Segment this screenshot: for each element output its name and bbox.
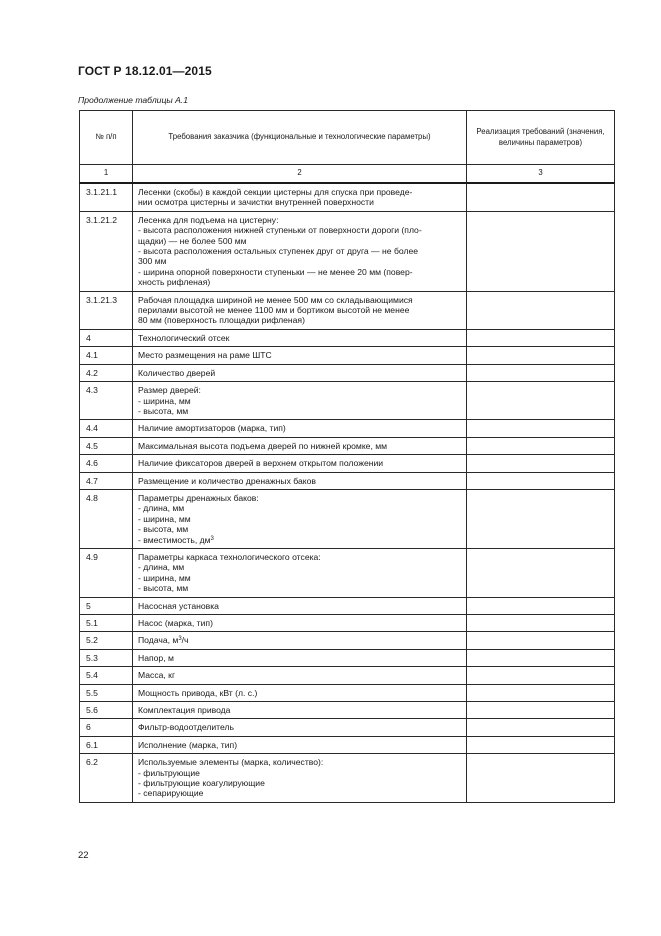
implementation-value <box>467 364 615 381</box>
table-row <box>80 684 615 701</box>
page-number: 22 <box>78 850 89 861</box>
requirement-text-main: Мощность привода, кВт (л. с.) <box>138 687 258 698</box>
column-number-2: 2 <box>133 165 467 184</box>
table-row <box>80 548 615 597</box>
row-number: 6.1 <box>80 736 133 753</box>
table-row <box>80 649 615 666</box>
table-row <box>80 437 615 454</box>
table-row <box>80 667 615 684</box>
implementation-value <box>467 329 615 346</box>
requirement-text-main: Технологический отсек <box>138 332 230 343</box>
requirement-text-main: Исполнение (марка, тип) <box>138 739 238 750</box>
requirement-text-main: Насосная установка <box>138 600 219 611</box>
implementation-value <box>467 719 615 736</box>
row-number: 4.7 <box>80 472 133 489</box>
implementation-value <box>467 183 615 211</box>
table-body <box>80 183 615 802</box>
row-number: 5.5 <box>80 684 133 701</box>
table-row <box>80 472 615 489</box>
superscript: 3 <box>178 636 182 643</box>
table-row <box>80 382 615 420</box>
table-row <box>80 489 615 548</box>
row-number: 5.6 <box>80 702 133 719</box>
row-number: 3.1.21.3 <box>80 291 133 329</box>
implementation-value <box>467 437 615 454</box>
row-number: 5.4 <box>80 667 133 684</box>
requirement-text-main: Масса, кг <box>138 670 176 681</box>
row-number: 4.6 <box>80 455 133 472</box>
table-row <box>80 211 615 291</box>
requirement-text-main: Наличие фиксаторов дверей в верхнем открытом положении <box>138 458 384 469</box>
requirement-text <box>133 684 467 701</box>
implementation-value <box>467 420 615 437</box>
requirement-text-main: Место размещения на раме ШТС <box>138 350 272 361</box>
table-row <box>80 291 615 329</box>
requirements-table <box>79 110 615 803</box>
table-row <box>80 597 615 614</box>
requirement-text-main: Используемые элементы (марка, количество): - фильтрующие - фильтрующие коагулирующие - сепарирующие <box>138 757 324 799</box>
column-header-requirements: Требования заказчика (функциональные и технологические параметры) <box>133 111 467 165</box>
row-number: 4.3 <box>80 382 133 420</box>
table-row <box>80 183 615 211</box>
implementation-value <box>467 649 615 666</box>
row-number: 4.1 <box>80 347 133 364</box>
requirement-text-main: Размещение и количество дренажных баков <box>138 475 316 486</box>
implementation-value <box>467 489 615 548</box>
table-row <box>80 615 615 632</box>
row-number: 6.2 <box>80 754 133 803</box>
column-header-implementation: Реализация требований (значения, величины параметров) <box>467 111 615 165</box>
row-number: 5.2 <box>80 632 133 649</box>
table-row <box>80 347 615 364</box>
table-header-row <box>80 111 615 165</box>
implementation-value <box>467 291 615 329</box>
requirement-text <box>133 754 467 803</box>
row-number: 5 <box>80 597 133 614</box>
requirement-text-main: Размер дверей: - ширина, мм - высота, мм <box>138 385 201 416</box>
row-number: 4.2 <box>80 364 133 381</box>
table-row <box>80 719 615 736</box>
row-number: 6 <box>80 719 133 736</box>
implementation-value <box>467 754 615 803</box>
requirement-text-main: Лесенка для подъема на цистерну: - высота расположения нижней ступеньки от поверхности дороги (пло- щадки) — не более 500 мм - высота расположения остальных ступенек друг от друга — не более 300 мм - ширина опорной поверхности ступеньки — не менее 20 мм (повер- хность рифленая) <box>138 214 422 288</box>
requirement-text <box>133 667 467 684</box>
implementation-value <box>467 702 615 719</box>
table-row <box>80 364 615 381</box>
implementation-value <box>467 548 615 597</box>
requirement-text <box>133 736 467 753</box>
implementation-value <box>467 615 615 632</box>
implementation-value <box>467 597 615 614</box>
implementation-value <box>467 736 615 753</box>
requirement-text-suffix: /ч <box>181 635 189 646</box>
requirement-text-main: Насос (марка, тип) <box>138 618 213 628</box>
table-row <box>80 455 615 472</box>
requirement-text-main: Рабочая площадка шириной не менее 500 мм со складывающимися перилами высотой не менее 1100 мм и бортиком высотой не менее 80 мм (поверхность площадки рифленая) <box>138 294 413 326</box>
row-number: 4.9 <box>80 548 133 597</box>
requirement-text <box>133 597 467 614</box>
requirement-text <box>133 719 467 736</box>
superscript: 3 <box>210 535 214 542</box>
implementation-value <box>467 455 615 472</box>
requirement-text <box>133 364 467 381</box>
requirement-text-main: Максимальная высота подъема дверей по нижней кромке, мм <box>138 440 388 451</box>
row-number: 4.4 <box>80 420 133 437</box>
row-number: 3.1.21.1 <box>80 183 133 211</box>
table-row <box>80 754 615 803</box>
implementation-value <box>467 684 615 701</box>
requirement-text <box>133 437 467 454</box>
implementation-value <box>467 347 615 364</box>
requirement-text <box>133 632 467 649</box>
table-row <box>80 702 615 719</box>
requirement-text-main: Комплектация привода <box>138 705 231 716</box>
requirement-text <box>133 420 467 437</box>
document-code-header: ГОСТ Р 18.12.01—2015 <box>78 64 212 78</box>
requirement-text <box>133 548 467 597</box>
requirement-text <box>133 702 467 719</box>
row-number: 5.3 <box>80 649 133 666</box>
implementation-value <box>467 632 615 649</box>
column-number-row <box>80 165 615 184</box>
implementation-value <box>467 382 615 420</box>
requirement-text-main: Количество дверей <box>138 367 216 378</box>
implementation-value <box>467 472 615 489</box>
requirement-text <box>133 615 467 632</box>
requirement-text <box>133 347 467 364</box>
requirement-text-main: Фильтр-водоотделитель <box>138 722 234 733</box>
row-number: 3.1.21.2 <box>80 211 133 291</box>
requirement-text-main: Наличие амортизаторов (марка, тип) <box>138 423 286 434</box>
implementation-value <box>467 211 615 291</box>
row-number: 4.8 <box>80 489 133 548</box>
requirement-text <box>133 382 467 420</box>
requirement-text <box>133 649 467 666</box>
requirement-text-main: Параметры каркаса технологического отсека: - длина, мм - ширина, мм - высота, мм <box>138 551 321 594</box>
requirement-text <box>133 329 467 346</box>
table-row <box>80 329 615 346</box>
table-row <box>80 736 615 753</box>
row-number: 4.5 <box>80 437 133 454</box>
table-row <box>80 420 615 437</box>
requirement-text-main: Подача, м <box>138 635 179 646</box>
column-header-number: № п/п <box>80 111 133 165</box>
requirement-text <box>133 291 467 329</box>
table-caption: Продолжение таблицы А.1 <box>78 95 188 105</box>
implementation-value <box>467 667 615 684</box>
requirement-text <box>133 183 467 211</box>
requirement-text-main: Напор, м <box>138 652 174 663</box>
requirement-text <box>133 455 467 472</box>
requirement-text-main: Параметры дренажных баков: - длина, мм - ширина, мм - высота, мм - вместимость, дм <box>138 492 259 545</box>
table-row <box>80 632 615 649</box>
row-number: 5.1 <box>80 615 133 632</box>
requirement-text <box>133 489 467 548</box>
column-number-1: 1 <box>80 165 133 184</box>
column-number-3: 3 <box>467 165 615 184</box>
requirement-text <box>133 472 467 489</box>
row-number: 4 <box>80 329 133 346</box>
requirement-text-main: Лесенки (скобы) в каждой секции цистерны для спуска при проведе- нии осмотра цистерны и зачистки внутренней поверхности <box>138 187 413 208</box>
requirement-text <box>133 211 467 291</box>
